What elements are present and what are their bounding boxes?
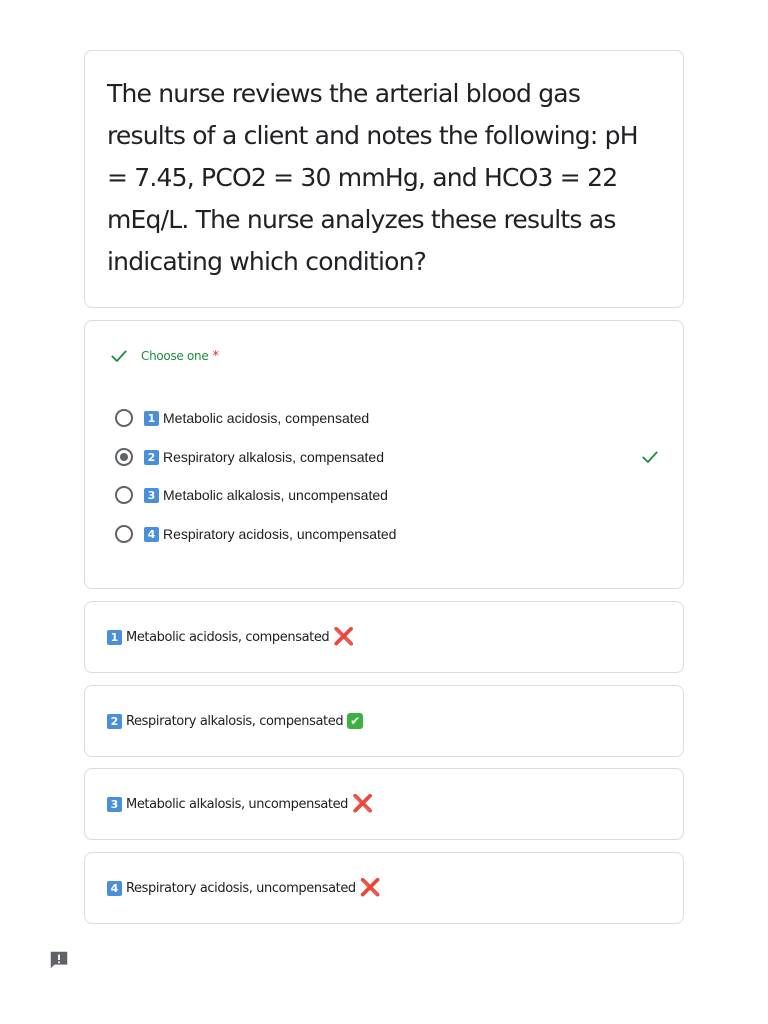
option-2[interactable] xyxy=(115,445,660,469)
choose-header xyxy=(109,346,219,366)
feedback-text: Metabolic alkalosis, uncompensated xyxy=(126,796,349,812)
question-card xyxy=(84,50,684,308)
radio-button[interactable] xyxy=(115,525,133,543)
keycap-number-icon: 1 xyxy=(144,411,159,426)
option-1[interactable] xyxy=(115,406,660,430)
check-icon xyxy=(109,346,129,366)
check-icon xyxy=(640,447,660,467)
option-label: Metabolic acidosis, compensated xyxy=(163,410,370,426)
check-box-icon: ✔ xyxy=(347,713,363,729)
option-label: Respiratory alkalosis, compensated xyxy=(163,449,384,465)
option-label: Respiratory acidosis, uncompensated xyxy=(163,526,397,542)
cross-mark-icon: ❌ xyxy=(359,878,381,898)
feedback-card-2 xyxy=(84,685,684,757)
option-label: Metabolic alkalosis, uncompensated xyxy=(163,487,388,503)
radio-button[interactable] xyxy=(115,486,133,504)
cross-mark-icon: ❌ xyxy=(352,794,374,814)
keycap-number-icon: 2 xyxy=(144,450,159,465)
radio-button-selected[interactable] xyxy=(115,448,133,466)
keycap-number-icon: 1 xyxy=(107,630,122,645)
keycap-number-icon: 2 xyxy=(107,714,122,729)
feedback-text: Metabolic acidosis, compensated xyxy=(126,629,330,645)
required-asterisk: * xyxy=(212,348,219,364)
report-problem-icon[interactable] xyxy=(48,949,70,971)
feedback-text: Respiratory acidosis, uncompensated xyxy=(126,880,356,896)
question-text: The nurse reviews the arterial blood gas results of a client and notes the following: pH = 7.45, PCO2 = 30 mmHg, and HCO3 = 22 mEq/L. The nurse analyzes these results as indicating which condition? xyxy=(107,79,638,276)
cross-mark-icon: ❌ xyxy=(333,627,355,647)
keycap-number-icon: 4 xyxy=(144,527,159,542)
option-3[interactable] xyxy=(115,483,660,507)
choices-card xyxy=(84,320,684,589)
choose-label: Choose one xyxy=(141,349,209,363)
keycap-number-icon: 3 xyxy=(144,488,159,503)
feedback-card-1 xyxy=(84,601,684,673)
feedback-card-3 xyxy=(84,768,684,840)
radio-button[interactable] xyxy=(115,409,133,427)
keycap-number-icon: 3 xyxy=(107,797,122,812)
feedback-text: Respiratory alkalosis, compensated xyxy=(126,713,344,729)
feedback-card-4 xyxy=(84,852,684,924)
keycap-number-icon: 4 xyxy=(107,881,122,896)
option-4[interactable] xyxy=(115,522,660,546)
